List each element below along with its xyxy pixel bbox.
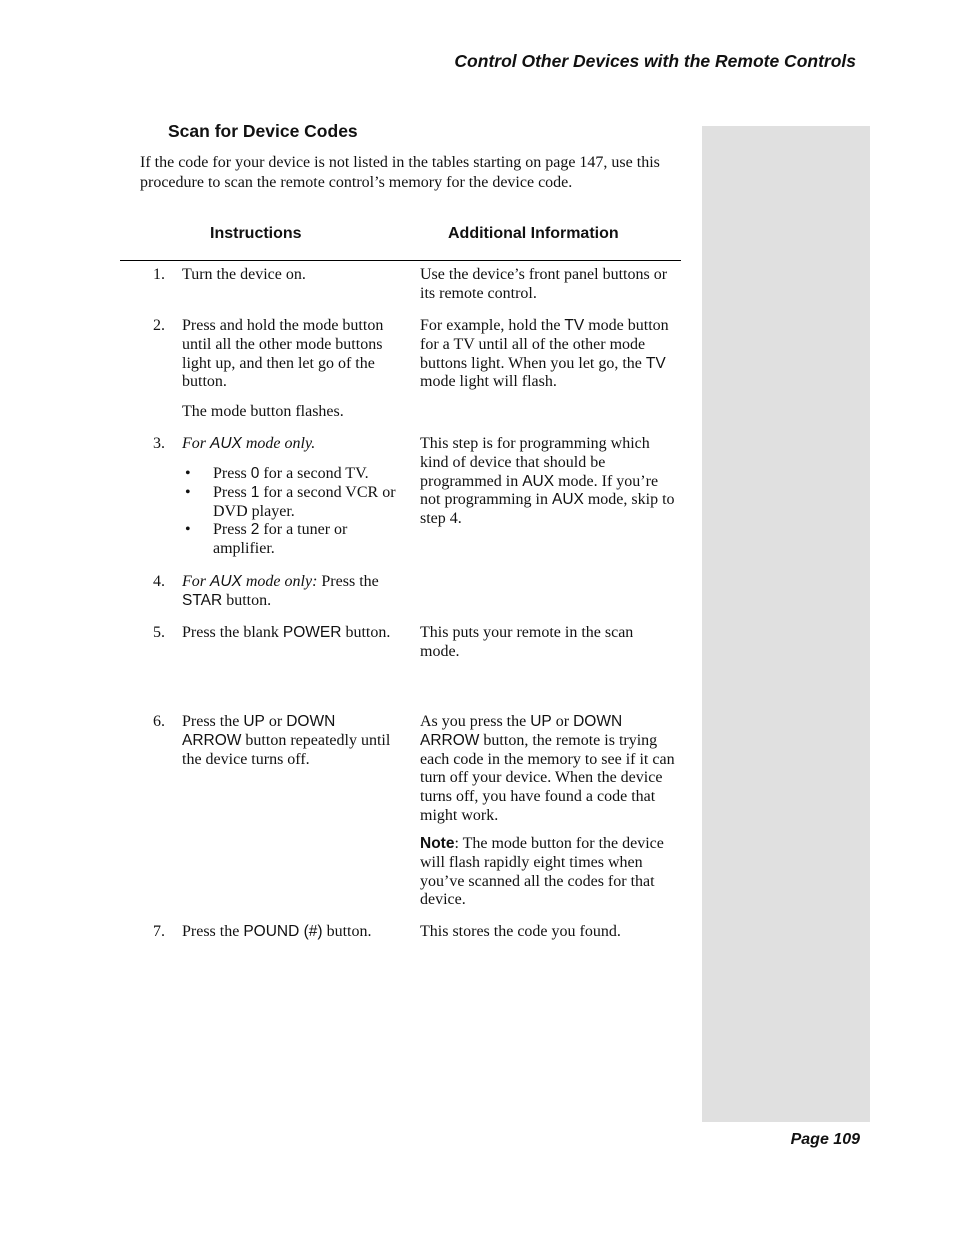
step-instruction: Press the UP or DOWN ARROW button repeatedly until the device turns off.	[182, 713, 391, 768]
step-instruction: Press the POUND (#) button.	[182, 923, 372, 940]
step-instruction: For AUX mode only: Press the STAR button.	[182, 573, 379, 609]
step-number: 4.	[153, 573, 165, 590]
list-item: • Press 2 for a tuner or amplifier.	[185, 521, 348, 558]
running-header: Control Other Devices with the Remote Controls	[454, 51, 856, 71]
step-info: As you press the UP or DOWN ARROW button, the remote is trying each code in the memory to see if it can turn off your device. When the device turns off, you have found a code that might work.	[420, 713, 675, 824]
list-item: • Press 1 for a second VCR or DVD player.	[185, 483, 396, 520]
step-result: The mode button flashes.	[182, 403, 344, 420]
margin-sidebar	[702, 126, 870, 1122]
step-info: This puts your remote in the scan mode.	[420, 624, 634, 660]
step-number: 7.	[153, 923, 165, 940]
section-title: Scan for Device Codes	[168, 121, 358, 141]
note-label: Note	[420, 835, 455, 852]
step-number: 3.	[153, 435, 165, 452]
step-options-list	[182, 465, 397, 559]
page-number: Page 109	[790, 1131, 860, 1148]
step-instruction: Press and hold the mode button until all the other mode buttons light up, and then let go of the button.	[182, 317, 384, 391]
step-number: 6.	[153, 713, 165, 730]
step-instruction: Press the blank POWER button.	[182, 624, 391, 641]
step-instruction: For AUX mode only.	[182, 435, 316, 452]
step-info: This step is for programming which kind of device that should be programmed in AUX mode. If you’re not programming in AUX mode, skip to step 4.	[420, 435, 675, 528]
list-item: • Press 0 for a second TV.	[185, 465, 369, 482]
step-number: 1.	[153, 266, 165, 283]
step-info: For example, hold the TV mode button for a TV until all of the other mode buttons light. When you let go, the TV mode light will flash.	[420, 317, 669, 391]
step-instruction: Turn the device on.	[182, 266, 306, 283]
step-number: 2.	[153, 317, 165, 334]
step-info: This stores the code you found.	[420, 923, 621, 940]
step-note: Note: The mode button for the device will flash rapidly eight times when you’ve scanned all the codes for that device.	[420, 835, 664, 909]
intro-paragraph: If the code for your device is not listed in the tables starting on page 147, use this procedure to scan the remote control’s memory for the device code.	[140, 154, 660, 191]
table-rule	[120, 260, 681, 261]
step-info: Use the device’s front panel buttons or its remote control.	[420, 266, 668, 302]
column-header-instructions: Instructions	[210, 225, 302, 242]
step-number: 5.	[153, 624, 165, 641]
column-header-additional-info: Additional Information	[448, 225, 619, 242]
